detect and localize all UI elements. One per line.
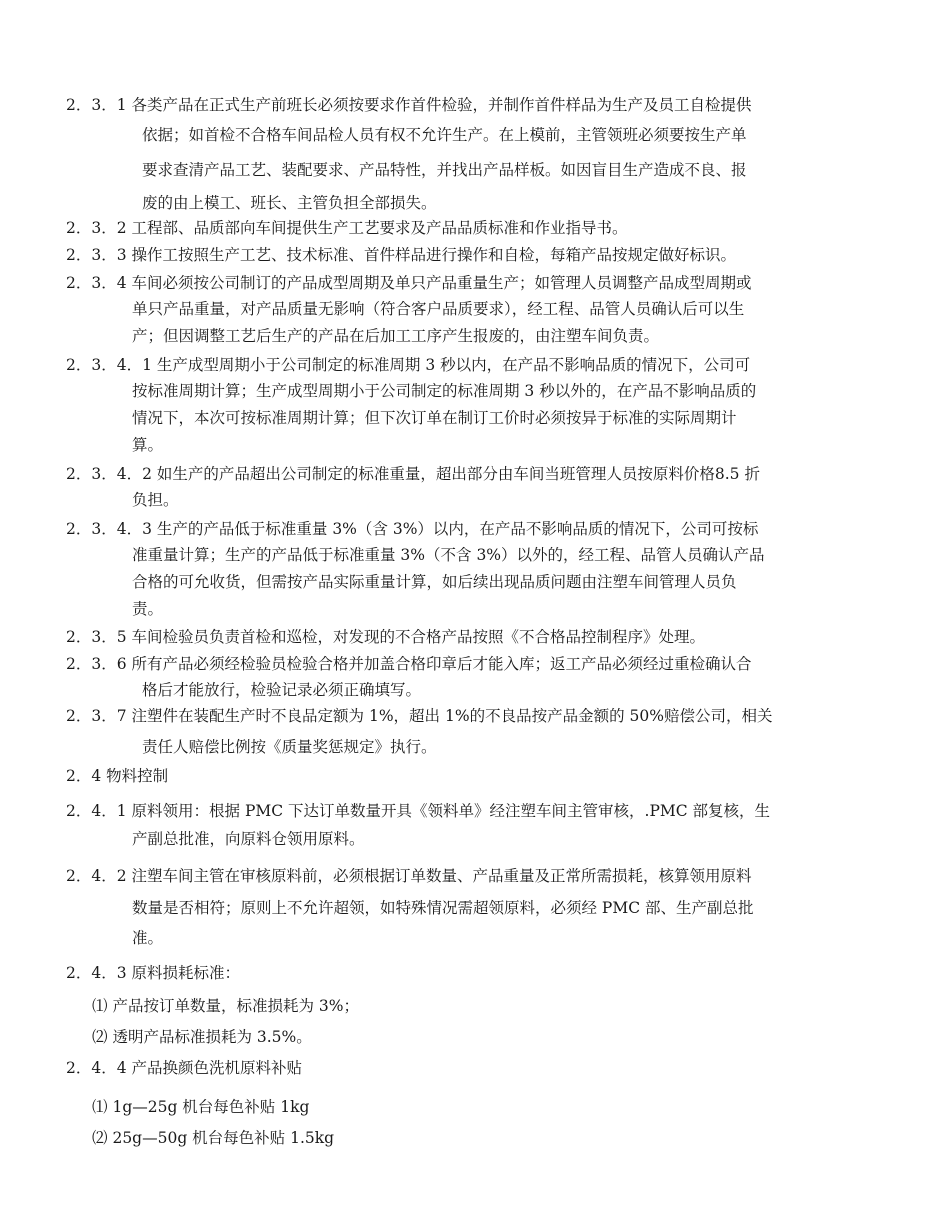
clause-number: 2．4．3 bbox=[66, 964, 127, 982]
clause-text: 车间检验员负责首检和巡检，对发现的不合格产品按照《不合格品控制程序》处理。 bbox=[131, 628, 706, 646]
list-marker: ⑵ bbox=[92, 1028, 108, 1046]
paragraph-2-3-6-line-2: 格后才能放行，检验记录必须正确填写。 bbox=[142, 681, 422, 699]
paragraph-2-3-1-line-1 bbox=[66, 95, 752, 115]
clause-number: 2．3．7 bbox=[66, 707, 127, 725]
paragraph-2-3-4-3-line-4: 责。 bbox=[132, 600, 164, 618]
paragraph-2-4-1-line-2: 产副总批准，向原料仓领用原料。 bbox=[132, 830, 365, 848]
paragraph-2-3-4-2-line-1 bbox=[66, 464, 760, 484]
paragraph-2-3-2 bbox=[66, 218, 628, 238]
paragraph-2-4-1-line-1 bbox=[66, 801, 770, 821]
clause-text: 工程部、品质部向车间提供生产工艺要求及产品品质标准和作业指导书。 bbox=[131, 219, 628, 237]
clause-number: 2．3．1 bbox=[66, 96, 127, 114]
clause-number: 2．4 bbox=[66, 767, 102, 785]
clause-text: 生产的产品低于标准重量 3%（含 3%）以内，在产品不影响品质的情况下，公司可按标 bbox=[156, 520, 759, 538]
list-text: 透明产品标准损耗为 3.5%。 bbox=[112, 1028, 312, 1046]
clause-text: 注塑车间主管在审核原料前，必须根据订单数量、产品重量及正常所需损耗，核算领用原料 bbox=[131, 867, 752, 885]
clause-number: 2．3．2 bbox=[66, 219, 127, 237]
paragraph-2-3-5 bbox=[66, 627, 705, 647]
paragraph-2-4-2-line-3: 准。 bbox=[132, 929, 164, 947]
paragraph-2-3-3 bbox=[66, 245, 736, 265]
clause-text: 注塑件在装配生产时不良品定额为 1%，超出 1%的不良品按产品金额的 50%赔偿公司，相关 bbox=[131, 707, 773, 725]
clause-text: 生产成型周期小于公司制定的标准周期 3 秒以内，在产品不影响品质的情况下，公司可 bbox=[156, 356, 751, 374]
clause-text: 产品换颜色洗机原料补贴 bbox=[131, 1059, 303, 1077]
paragraph-2-3-7-line-1 bbox=[66, 706, 772, 726]
list-marker: ⑴ bbox=[92, 997, 108, 1015]
list-text: 产品按订单数量，标准损耗为 3%； bbox=[112, 997, 359, 1015]
clause-number: 2．4．2 bbox=[66, 867, 127, 885]
paragraph-2-3-4-line-3: 产；但因调整工艺后生产的产品在后加工工序产生报废的，由注塑车间负责。 bbox=[132, 327, 660, 345]
paragraph-2-4-2-line-1 bbox=[66, 866, 752, 886]
list-text: 25g—50g 机台每色补贴 1.5kg bbox=[112, 1129, 335, 1147]
clause-text: 原料领用：根据 PMC 下达订单数量开具《领料单》经注塑车间主管审核，.PMC 部复核，生 bbox=[131, 802, 771, 820]
paragraph-2-3-4-line-2: 单只产品重量，对产品质量无影响（符合客户品质要求），经工程、品管人员确认后可以生 bbox=[132, 300, 745, 318]
clause-number: 2．4．1 bbox=[66, 802, 127, 820]
paragraph-2-3-4-3-line-3: 合格的可允收货，但需按产品实际重量计算，如后续出现品质问题由注塑车间管理人员负 bbox=[132, 573, 737, 591]
paragraph-2-3-4-line-1 bbox=[66, 273, 752, 293]
paragraph-2-3-4-3-line-2: 准重量计算；生产的产品低于标准重量 3%（不含 3%）以外的，经工程、品管人员确认产品 bbox=[132, 546, 765, 564]
paragraph-2-3-1-line-2: 依据；如首检不合格车间品检人员有权不允许生产。在上模前，主管领班必须要按生产单 bbox=[142, 126, 747, 144]
clause-number: 2．4．4 bbox=[66, 1059, 127, 1077]
list-item-2-4-4-1 bbox=[92, 1097, 309, 1117]
paragraph-2-3-4-1-line-1 bbox=[66, 355, 750, 375]
paragraph-2-3-4-1-line-2: 按标准周期计算；生产成型周期小于公司制定的标准周期 3 秒以外的，在产品不影响品质的 bbox=[132, 382, 757, 400]
clause-number: 2．3．4．3 bbox=[66, 520, 152, 538]
paragraph-2-4-3 bbox=[66, 963, 240, 983]
clause-text: 各类产品在正式生产前班长必须按要求作首件检验，并制作首件样品为生产及员工自检提供 bbox=[131, 96, 752, 114]
clause-number: 2．3．3 bbox=[66, 246, 127, 264]
list-item-2-4-3-1 bbox=[92, 996, 359, 1016]
clause-text: 原料损耗标准： bbox=[131, 964, 241, 982]
paragraph-2-4-4 bbox=[66, 1058, 302, 1078]
paragraph-2-3-1-line-4: 废的由上模工、班长、主管负担全部损失。 bbox=[142, 194, 437, 212]
clause-text: 所有产品必须经检验员检验合格并加盖合格印章后才能入库；返工产品必须经过重检确认合 bbox=[131, 655, 752, 673]
clause-text: 如生产的产品超出公司制定的标准重量，超出部分由车间当班管理人员按原料价格8.5 折 bbox=[156, 465, 760, 483]
list-text: 1g—25g 机台每色补贴 1kg bbox=[112, 1098, 310, 1116]
section-2-4-heading bbox=[66, 766, 168, 786]
clause-number: 2．3．4．2 bbox=[66, 465, 152, 483]
clause-text: 物料控制 bbox=[106, 767, 169, 785]
paragraph-2-3-6-line-1 bbox=[66, 654, 752, 674]
paragraph-2-3-1-line-3: 要求查清产品工艺、装配要求、产品特性，并找出产品样板。如因盲目生产造成不良、报 bbox=[142, 161, 747, 179]
paragraph-2-3-4-1-line-4: 算。 bbox=[132, 436, 164, 454]
paragraph-2-3-4-2-line-2: 负担。 bbox=[132, 491, 179, 509]
list-item-2-4-3-2 bbox=[92, 1027, 312, 1047]
clause-number: 2．3．4 bbox=[66, 274, 127, 292]
list-item-2-4-4-2 bbox=[92, 1128, 334, 1148]
clause-number: 2．3．4．1 bbox=[66, 356, 152, 374]
clause-text: 操作工按照生产工艺、技术标准、首件样品进行操作和自检，每箱产品按规定做好标识。 bbox=[131, 246, 737, 264]
list-marker: ⑵ bbox=[92, 1129, 108, 1147]
paragraph-2-4-2-line-2: 数量是否相符；原则上不允许超领，如特殊情况需超领原料，必须经 PMC 部、生产副总批 bbox=[132, 899, 754, 917]
paragraph-2-3-4-3-line-1 bbox=[66, 519, 758, 539]
clause-text: 车间必须按公司制订的产品成型周期及单只产品重量生产；如管理人员调整产品成型周期或 bbox=[131, 274, 752, 292]
paragraph-2-3-7-line-2: 责任人赔偿比例按《质量奖惩规定》执行。 bbox=[142, 738, 437, 756]
clause-number: 2．3．6 bbox=[66, 655, 127, 673]
list-marker: ⑴ bbox=[92, 1098, 108, 1116]
clause-number: 2．3．5 bbox=[66, 628, 127, 646]
paragraph-2-3-4-1-line-3: 情况下，本次可按标准周期计算；但下次订单在制订工价时必须按异于标准的实际周期计 bbox=[132, 409, 737, 427]
